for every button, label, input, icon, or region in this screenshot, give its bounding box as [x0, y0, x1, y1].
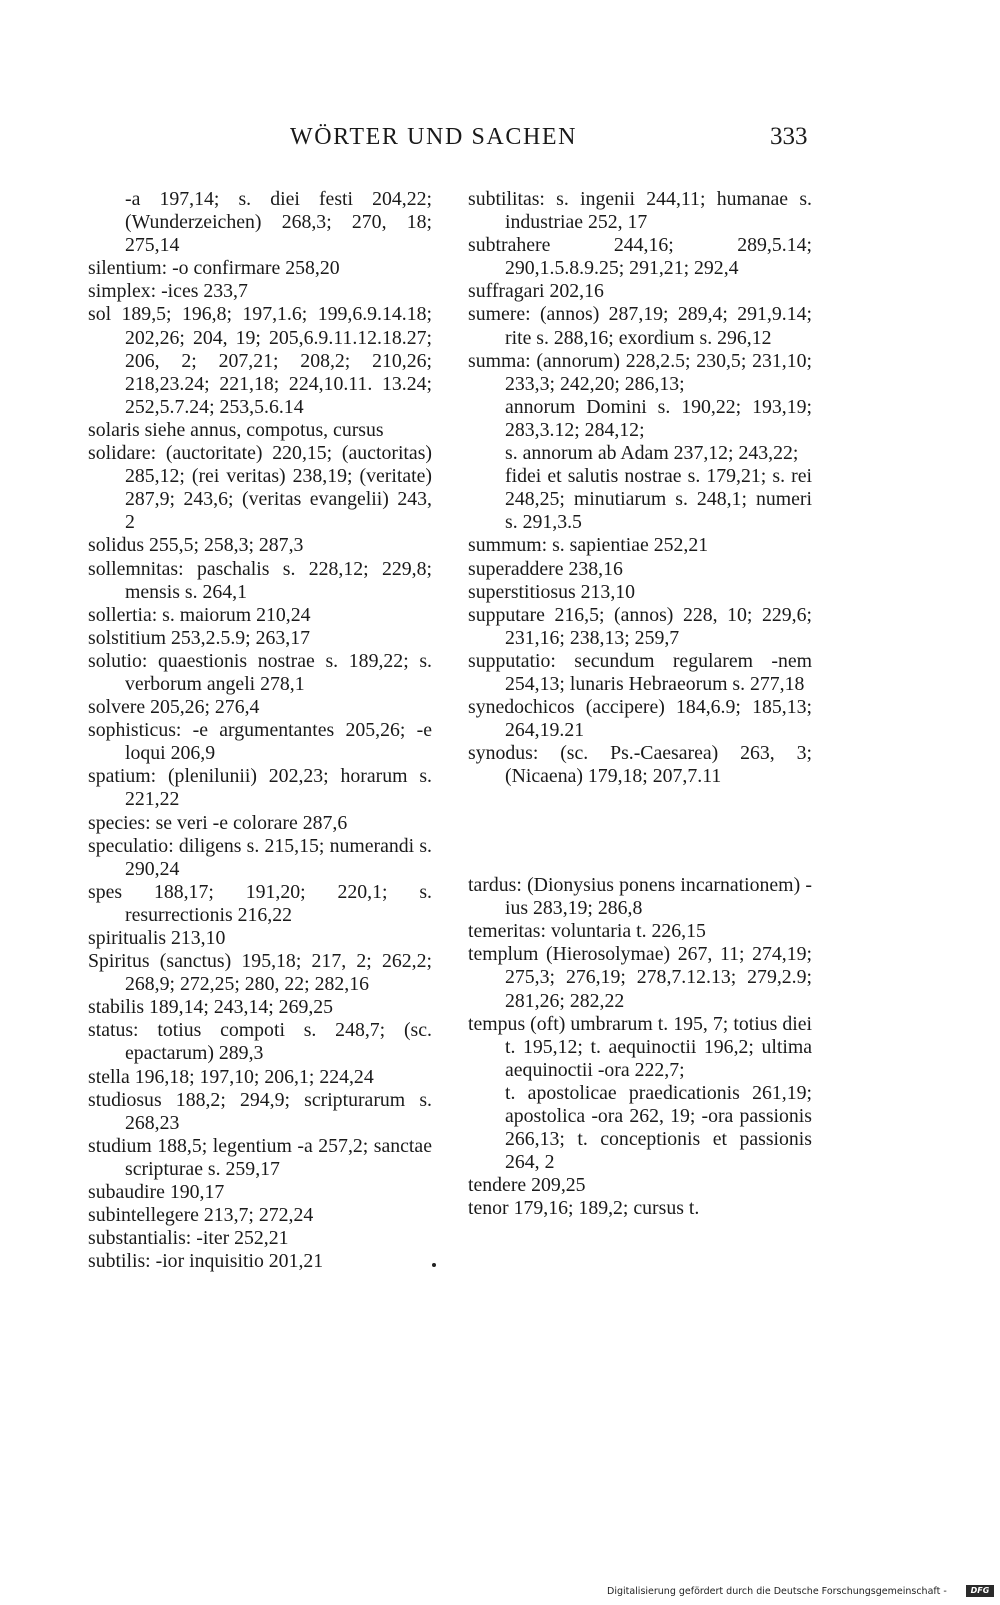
index-entry: supputare 216,5; (annos) 228, 10; 229,6; 231,16; 238,13; 259,7 — [468, 603, 812, 649]
dfg-logo: DFG — [966, 1585, 994, 1597]
index-entry: subtrahere 244,16; 289,5.14; 290,1.5.8.9.25; 291,21; 292,4 — [468, 234, 812, 280]
digitization-credit: Digitalisierung gefördert durch die Deutsche Forschungsgemeinschaft - — [607, 1586, 947, 1597]
index-entry-continuation: t. apostolicae praedicationis 261,19; apostolica -ora 262, 19; -ora passionis 266,13; t. conceptionis et passionis 264, 2 — [505, 1081, 812, 1174]
index-entry: sollemnitas: paschalis s. 228,12; 229,8; mensis s. 264,1 — [88, 557, 432, 603]
index-entry: solaris siehe annus, compotus, cursus — [88, 418, 384, 441]
index-entry: tardus: (Dionysius ponens incarnationem) -ius 283,19; 286,8 — [468, 874, 812, 920]
index-entry: superaddere 238,16 — [468, 557, 623, 580]
index-entry: subintellegere 213,7; 272,24 — [88, 1204, 314, 1227]
index-entry: sollertia: s. maiorum 210,24 — [88, 603, 311, 626]
index-entry: solstitium 253,2.5.9; 263,17 — [88, 626, 311, 649]
index-entry: silentium: -o confirmare 258,20 — [88, 257, 340, 280]
index-entry: species: se veri -e colorare 287,6 — [88, 811, 348, 834]
index-entry: sophisticus: -e argumentantes 205,26; -e loqui 206,9 — [88, 719, 432, 765]
index-entry-continuation: fidei et salutis nostrae s. 179,21; s. rei 248,25; minutiarum s. 248,1; numeri s. 291,3.5 — [505, 465, 812, 534]
index-entry: status: totius compoti s. 248,7; (sc. epactarum) 289,3 — [88, 1019, 432, 1065]
index-entry: spes 188,17; 191,20; 220,1; s. resurrectionis 216,22 — [88, 880, 432, 926]
index-entry: simplex: -ices 233,7 — [88, 280, 248, 303]
index-entry: speculatio: diligens s. 215,15; numerandi s. 290,24 — [88, 834, 432, 880]
index-entry: Spiritus (sanctus) 195,18; 217, 2; 262,2; 268,9; 272,25; 280, 22; 282,16 — [88, 950, 432, 996]
index-entry: solutio: quaestionis nostrae s. 189,22; s. verborum angeli 278,1 — [88, 649, 432, 695]
index-entry: studiosus 188,2; 294,9; scripturarum s. 268,23 — [88, 1088, 432, 1134]
index-entry: subaudire 190,17 — [88, 1181, 225, 1204]
index-entry: supputatio: secundum regularem -nem 254,13; lunaris Hebraeorum s. 277,18 — [468, 649, 812, 695]
index-entry: temeritas: voluntaria t. 226,15 — [468, 920, 706, 943]
index-entry: stabilis 189,14; 243,14; 269,25 — [88, 996, 334, 1019]
index-entry: tenor 179,16; 189,2; cursus t. — [468, 1197, 700, 1220]
index-entry: synedochicos (accipere) 184,6.9; 185,13; 264,19.21 — [468, 696, 812, 742]
index-entry-continuation: -a 197,14; s. diei festi 204,22; (Wunderzeichen) 268,3; 270, 18; 275,14 — [125, 188, 432, 257]
index-entry: summa: (annorum) 228,2.5; 230,5; 231,10; 233,3; 242,20; 286,13; — [468, 349, 812, 395]
index-entry: summum: s. sapientiae 252,21 — [468, 534, 709, 557]
page-number: 333 — [770, 123, 808, 150]
index-entry: suffragari 202,16 — [468, 280, 604, 303]
section-gap — [468, 808, 812, 854]
index-entry: solvere 205,26; 276,4 — [88, 696, 260, 719]
ink-speck — [432, 1263, 436, 1267]
index-column-right — [468, 188, 812, 1220]
index-entry: solidus 255,5; 258,3; 287,3 — [88, 534, 304, 557]
running-title: WÖRTER UND SACHEN — [290, 124, 578, 150]
index-entry: substantialis: -iter 252,21 — [88, 1227, 289, 1250]
index-entry: tempus (oft) umbrarum t. 195, 7; totius diei t. 195,12; t. aequinoctii 196,2; ultima aequinoctii -ora 222,7; — [468, 1012, 812, 1081]
index-entry: tendere 209,25 — [468, 1174, 586, 1197]
running-head — [0, 124, 1000, 160]
index-entry: spatium: (plenilunii) 202,23; horarum s. 221,22 — [88, 765, 432, 811]
index-entry: subtilitas: s. ingenii 244,11; humanae s. industriae 252, 17 — [468, 188, 812, 234]
index-entry: stella 196,18; 197,10; 206,1; 224,24 — [88, 1065, 374, 1088]
index-entry: solidare: (auctoritate) 220,15; (auctoritas) 285,12; (rei veritas) 238,19; (veritate) 287,9; 243,6; (veritas evangelii) 243, 2 — [88, 442, 432, 534]
index-entry: spiritualis 213,10 — [88, 927, 226, 949]
index-entry: synodus: (sc. Ps.-Caesarea) 263, 3; (Nicaena) 179,18; 207,7.11 — [468, 742, 812, 788]
index-entry: superstitiosus 213,10 — [468, 580, 636, 603]
index-entry-continuation: annorum Domini s. 190,22; 193,19; 283,3.12; 284,12; — [505, 395, 812, 441]
index-entry: studium 188,5; legentium -a 257,2; sanctae scripturae s. 259,17 — [88, 1134, 432, 1180]
index-entry: sumere: (annos) 287,19; 289,4; 291,9.14; rite s. 288,16; exordium s. 296,12 — [468, 303, 812, 349]
index-entry-continuation: s. annorum ab Adam 237,12; 243,22; — [505, 442, 799, 465]
index-column-left — [88, 188, 432, 1273]
index-entry: sol 189,5; 196,8; 197,1.6; 199,6.9.14.18; 202,26; 204, 19; 205,6.9.11.12.18.27; 206, 2; 207,21; 208,2; 210,26; 218,23.24; 221,18; 224,10.11. 13.24; 252,5.7.24; 253,5.6.14 — [88, 303, 432, 418]
index-entry: templum (Hierosolymae) 267, 11; 274,19; 275,3; 276,19; 278,7.12.13; 279,2.9; 281,26; 282,22 — [468, 943, 812, 1012]
index-entry: subtilis: -ior inquisitio 201,21 — [88, 1250, 324, 1273]
